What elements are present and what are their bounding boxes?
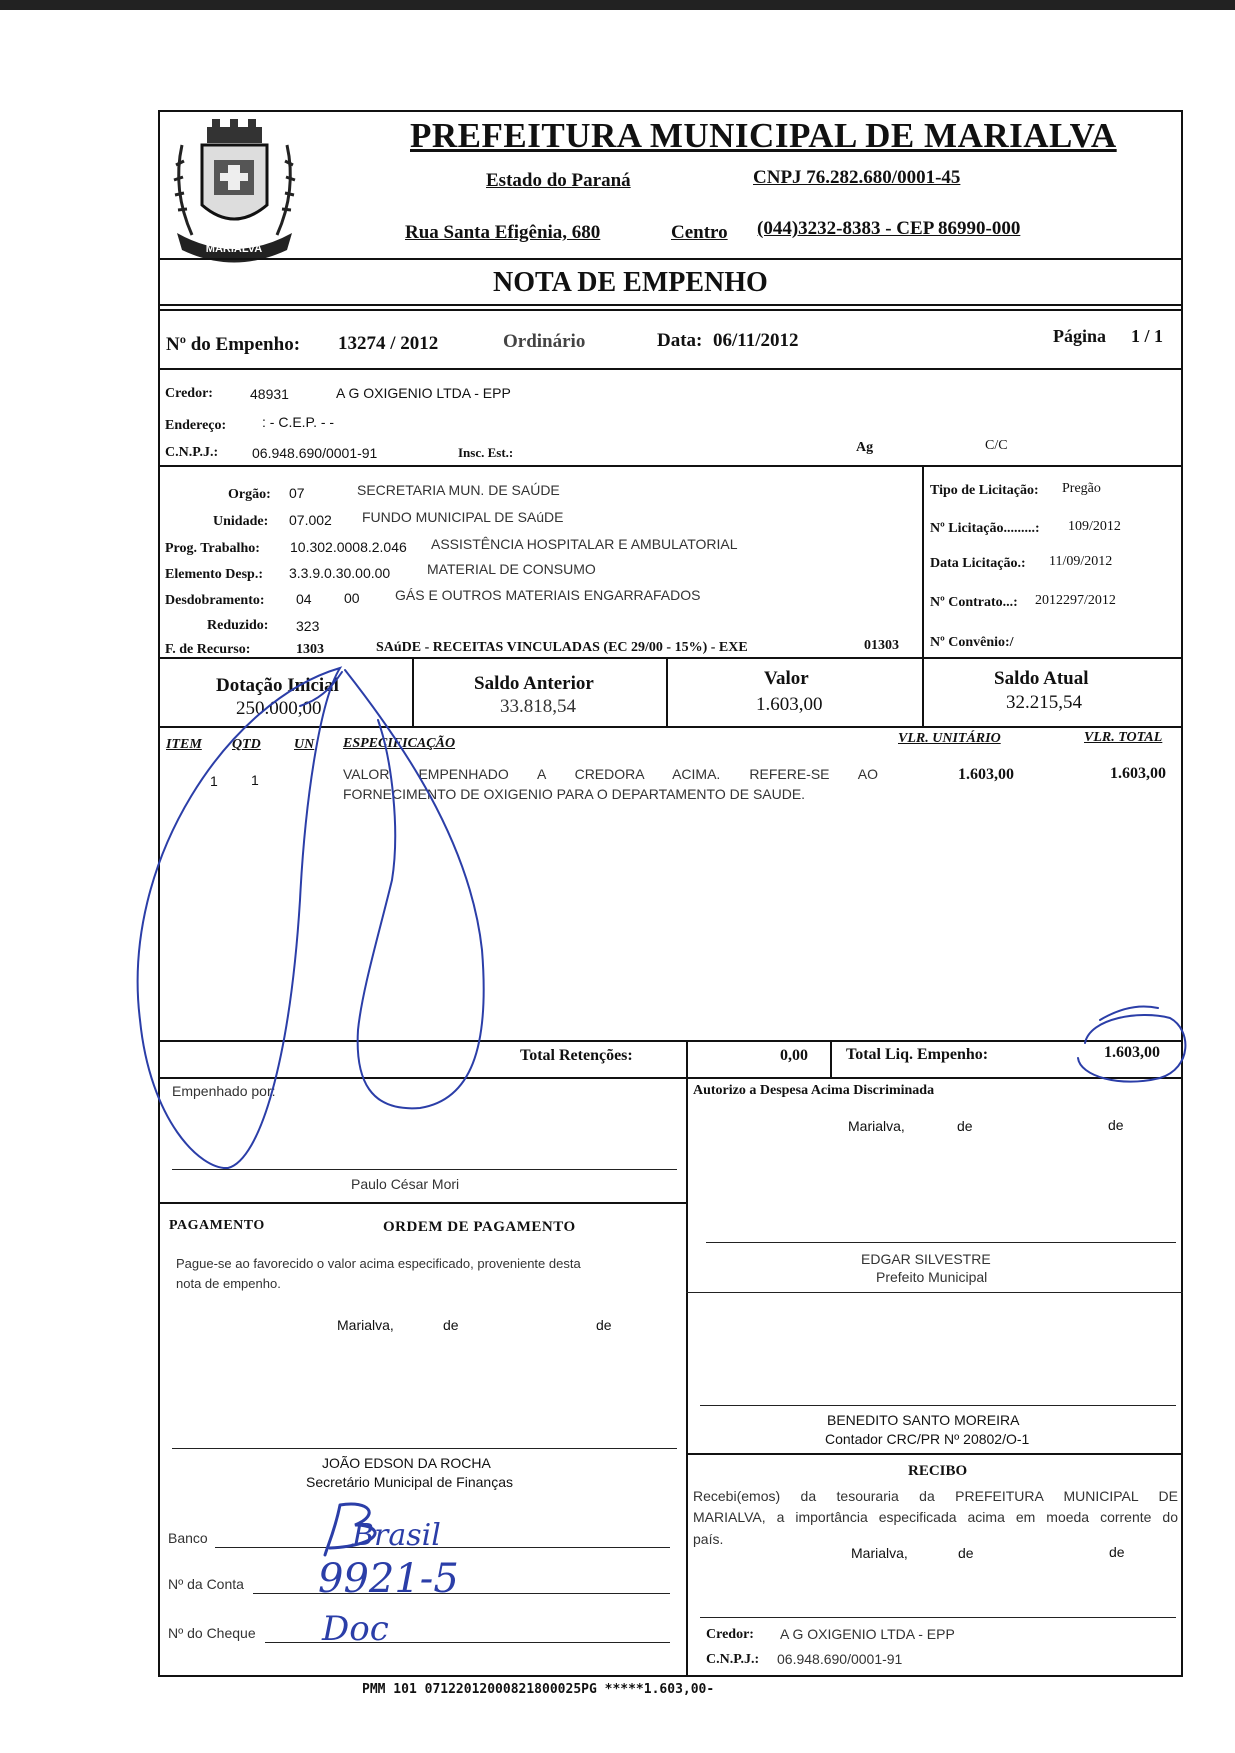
- scan-top-edge: [0, 0, 1235, 10]
- unidade-code: 07.002: [289, 512, 332, 528]
- contrato-label: Nº Contrato...:: [930, 595, 1018, 610]
- elemento-label: Elemento Desp.:: [165, 567, 263, 582]
- totals-top: [158, 1040, 1183, 1042]
- row-item: 1: [210, 773, 218, 789]
- licitacao-number: 109/2012: [1068, 519, 1121, 534]
- conta-line: [253, 1593, 670, 1594]
- title-divider: [158, 304, 1183, 306]
- orgao-code: 07: [289, 485, 305, 501]
- endereco-value: : - C.E.P. - -: [262, 414, 335, 430]
- pagamento-text-line2: nota de empenho.: [176, 1276, 281, 1291]
- autorizo-de-2: de: [1108, 1117, 1124, 1133]
- unidade-name: FUNDO MUNICIPAL DE SAúDE: [362, 509, 564, 525]
- secretario-name: JOÃO EDSON DA ROCHA: [322, 1455, 491, 1471]
- dotacao-value: 250.000,00: [236, 698, 322, 719]
- total-liq-label: Total Liq. Empenho:: [846, 1046, 989, 1063]
- agency-label: Ag: [856, 440, 874, 455]
- prefeito-divider: [686, 1292, 1183, 1293]
- col-item: ITEM: [166, 737, 202, 752]
- licitacao-date-label: Data Licitação.:: [930, 556, 1026, 571]
- coat-of-arms-seal: [162, 115, 307, 265]
- recurso-label: F. de Recurso:: [165, 642, 251, 657]
- title-divider-double: [158, 309, 1183, 311]
- recurso-name: SAúDE - RECEITAS VINCULADAS (EC 29/00 - 15%) - EXE: [376, 640, 748, 655]
- frame-left: [158, 110, 160, 1675]
- page-label: Página: [1053, 326, 1107, 346]
- orgao-label: Orgão:: [228, 487, 271, 502]
- empenhado-divider: [158, 1202, 686, 1204]
- saldo-sep-1: [412, 657, 414, 726]
- pagamento-label: PAGAMENTO: [169, 1218, 265, 1233]
- recibo-text-line2: MARIALVA, a importância especificada acima em moeda corrente do: [693, 1509, 1178, 1525]
- desdobramento-sub: 00: [344, 590, 360, 606]
- municipality-title: PREFEITURA MUNICIPAL DE MARIALVA: [410, 116, 1117, 155]
- desdobramento-name: GÁS E OUTROS MATERIAIS ENGARRAFADOS: [395, 587, 701, 603]
- prog-trabalho-code: 10.302.0008.2.046: [290, 539, 407, 555]
- frame-right: [1181, 110, 1183, 1675]
- reduzido-value: 323: [296, 618, 320, 634]
- autorizo-label: Autorizo a Despesa Acima Discriminada: [693, 1083, 935, 1098]
- orgao-name: SECRETARIA MUN. DE SAÚDE: [357, 482, 560, 498]
- desdobramento-label: Desdobramento:: [165, 593, 265, 608]
- dotacao-label: Dotação Inicial: [216, 675, 339, 696]
- valor-label: Valor: [764, 668, 809, 689]
- col-especificacao: ESPECIFICAÇÃO: [343, 736, 456, 751]
- row-unit-value: 1.603,00: [958, 766, 1014, 783]
- desdobramento-code: 04: [296, 591, 312, 607]
- empenhado-name: Paulo César Mori: [351, 1176, 460, 1192]
- empenho-date: 06/11/2012: [713, 330, 799, 351]
- recibo-credor: A G OXIGENIO LTDA - EPP: [780, 1626, 955, 1642]
- elemento-name: MATERIAL DE CONSUMO: [427, 561, 596, 577]
- retencoes-value: 0,00: [780, 1047, 808, 1064]
- district: Centro: [671, 222, 728, 243]
- total-circle-tail: [1100, 1007, 1158, 1021]
- prefeito-name: EDGAR SILVESTRE: [861, 1251, 991, 1267]
- pagamento-de-2: de: [596, 1317, 612, 1333]
- account-label: C/C: [985, 438, 1008, 453]
- credor-divider: [158, 465, 1183, 467]
- prog-trabalho-name: ASSISTÊNCIA HOSPITALAR E AMBULATORIAL: [431, 536, 738, 552]
- empenhado-label: Empenhado por:: [172, 1083, 276, 1099]
- licitacao-number-label: Nº Licitação.........:: [930, 521, 1040, 536]
- col-vlr-total: VLR. TOTAL: [1084, 730, 1163, 745]
- recibo-divider: [686, 1453, 1183, 1455]
- reduzido-label: Reduzido:: [207, 618, 269, 633]
- totals-sep-1: [686, 1040, 688, 1077]
- convenio-label: Nº Convênio:/: [930, 635, 1014, 650]
- conta-label: Nº da Conta: [168, 1576, 244, 1592]
- document-title: NOTA DE EMPENHO: [493, 267, 768, 298]
- saldo-sep-3: [922, 657, 924, 726]
- hw-cheque: Doc: [322, 1609, 389, 1649]
- recibo-de-2: de: [1109, 1544, 1125, 1560]
- recibo-text-line3: país.: [693, 1531, 724, 1547]
- budget-divider: [158, 657, 1183, 659]
- credor-name: A G OXIGENIO LTDA - EPP: [336, 385, 511, 401]
- prefeito-title: Prefeito Municipal: [876, 1269, 988, 1285]
- insc-est-label: Insc. Est.:: [458, 445, 514, 460]
- saldo-anterior-label: Saldo Anterior: [474, 673, 594, 694]
- cnpj-label: C.N.P.J.:: [165, 445, 219, 460]
- banco-label: Banco: [168, 1530, 208, 1546]
- recibo-credor-label: Credor:: [706, 1627, 754, 1642]
- hw-conta: 9921-5: [318, 1556, 459, 1602]
- lower-center-divider: [686, 1077, 688, 1675]
- total-liq-value: 1.603,00: [1104, 1044, 1160, 1061]
- totals-sep-2: [830, 1040, 832, 1077]
- municipality-cnpj: CNPJ 76.282.680/0001-45: [753, 167, 961, 188]
- recibo-cnpj-label: C.N.P.J.:: [706, 1652, 760, 1667]
- row-description-line1: VALOR EMPENHADO A CREDORA ACIMA. REFERE-SE AO: [343, 766, 878, 782]
- tipo-licitacao: Pregão: [1062, 481, 1101, 496]
- pagamento-text-line1: Pague-se ao favorecido o valor acima especificado, proveniente desta: [176, 1256, 581, 1271]
- row-total-value: 1.603,00: [1110, 765, 1166, 782]
- ordem-pagamento-label: ORDEM DE PAGAMENTO: [383, 1219, 576, 1235]
- col-vlr-unitario: VLR. UNITÁRIO: [898, 731, 1001, 746]
- prog-trabalho-label: Prog. Trabalho:: [165, 541, 260, 556]
- row-description-line2: FORNECIMENTO DE OXIGENIO PARA O DEPARTAMENTO DE SAUDE.: [343, 786, 806, 802]
- recibo-text-line1: Recebi(emos) da tesouraria da PREFEITURA MUNICIPAL DE: [693, 1488, 1178, 1504]
- credor-label: Credor:: [165, 386, 213, 401]
- hw-banco: Brasil: [352, 1518, 441, 1553]
- pagamento-city: Marialva,: [337, 1317, 394, 1333]
- empenhado-signature-line: [172, 1169, 677, 1170]
- tipo-licitacao-label: Tipo de Licitação:: [930, 483, 1039, 498]
- saldo-atual-label: Saldo Atual: [994, 668, 1089, 689]
- secretario-title: Secretário Municipal de Finanças: [306, 1474, 513, 1490]
- cheque-label: Nº do Cheque: [168, 1625, 256, 1641]
- banco-line: [215, 1547, 670, 1548]
- elemento-code: 3.3.9.0.30.00.00: [289, 565, 391, 581]
- recurso-code: 1303: [296, 642, 324, 657]
- saldo-sep-2: [666, 657, 668, 726]
- saldo-divider: [158, 726, 1183, 728]
- budget-licitacao-separator: [922, 465, 924, 657]
- row-qtd: 1: [251, 772, 259, 788]
- credor-cnpj: 06.948.690/0001-91: [252, 445, 378, 461]
- unidade-label: Unidade:: [213, 514, 269, 529]
- frame-top: [158, 110, 1183, 112]
- frame-bottom: [158, 1675, 1183, 1677]
- recibo-city: Marialva,: [851, 1545, 908, 1561]
- recibo-cnpj: 06.948.690/0001-91: [777, 1651, 903, 1667]
- recibo-signature-line: [700, 1617, 1176, 1618]
- retencoes-label: Total Retenções:: [520, 1047, 633, 1064]
- contador-signature-line: [700, 1405, 1176, 1406]
- licitacao-date: 11/09/2012: [1049, 554, 1113, 569]
- recibo-label: RECIBO: [908, 1463, 968, 1479]
- col-un: UN: [294, 737, 315, 752]
- endereco-label: Endereço:: [165, 418, 227, 433]
- prefeito-signature-line: [706, 1242, 1176, 1243]
- contador-name: BENEDITO SANTO MOREIRA: [827, 1412, 1020, 1428]
- autorizo-city: Marialva,: [848, 1118, 905, 1134]
- footer-code: PMM 101 07122012000821800025PG *****1.603,00-: [362, 1682, 715, 1697]
- seal-text: MARIALVA: [205, 243, 263, 255]
- empenho-number: 13274 / 2012: [338, 333, 439, 354]
- recurso-code-2: 01303: [864, 638, 899, 653]
- contrato-number: 2012297/2012: [1035, 593, 1116, 608]
- saldo-anterior-value: 33.818,54: [500, 696, 576, 717]
- secretario-signature-line: [172, 1448, 677, 1449]
- totals-bottom: [158, 1077, 1183, 1079]
- header-divider: [158, 258, 1183, 260]
- autorizo-de-1: de: [957, 1118, 973, 1134]
- credor-code: 48931: [250, 386, 289, 402]
- empenho-divider: [158, 368, 1183, 370]
- empenho-type: Ordinário: [503, 331, 586, 352]
- cheque-line: [265, 1642, 670, 1643]
- empenho-label: Nº do Empenho:: [166, 334, 301, 355]
- phone-cep: (044)3232-8383 - CEP 86990-000: [757, 218, 1021, 239]
- pagamento-de-1: de: [443, 1317, 459, 1333]
- contador-title: Contador CRC/PR Nº 20802/O-1: [825, 1431, 1030, 1447]
- date-label: Data:: [657, 330, 703, 351]
- address: Rua Santa Efigênia, 680: [405, 222, 601, 243]
- recibo-de-1: de: [958, 1545, 974, 1561]
- page-number: 1 / 1: [1131, 326, 1164, 346]
- col-qtd: QTD: [232, 737, 261, 752]
- valor-value: 1.603,00: [756, 694, 823, 715]
- saldo-atual-value: 32.215,54: [1006, 692, 1082, 713]
- state-name: Estado do Paraná: [486, 170, 631, 191]
